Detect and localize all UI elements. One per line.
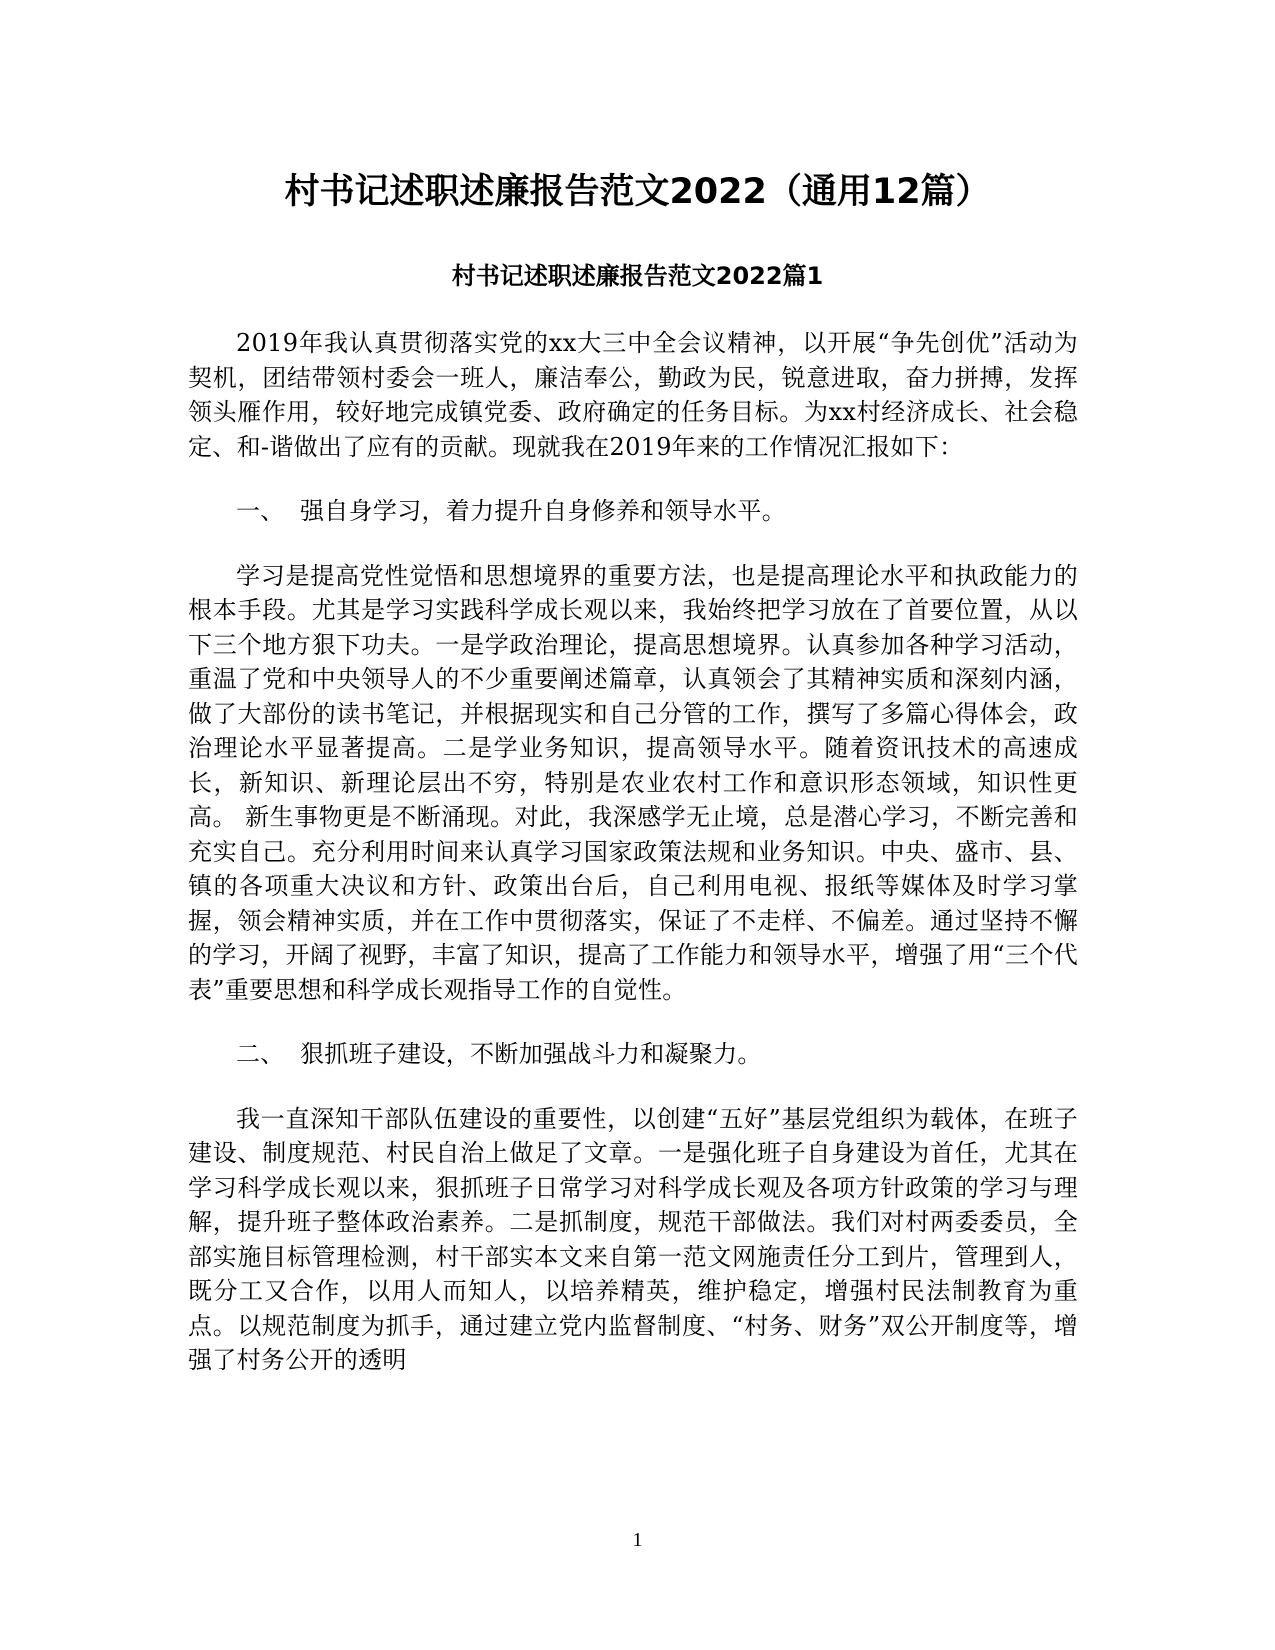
document-title: 村书记述职述廉报告范文2022（通用12篇） bbox=[284, 172, 991, 212]
heading-text: 狠抓班子建设，不断加强战斗力和凝聚力。 bbox=[300, 1040, 762, 1068]
section-title: 村书记述职述廉报告范文2022篇1 bbox=[451, 262, 824, 290]
document-body bbox=[188, 326, 1078, 1408]
paragraph-team-building: 我一直深知干部队伍建设的重要性，以创建“五好”基层党组织为载体，在班子建设、制度规范、村民自治上做足了文章。一是强化班子自身建设为首任，尤其在学习科学成长观以来，狠抓班子日常学习对科学成长观及各项方针政策的学习与理解，提升班子整体政治素养。二是抓制度，规范干部做法。我们对村两委委员，全部实施目标管理检测，村干部实本文来自第一范文网施责任分工到片，管理到人，既分工又合作，以用人而知人，以培养精英，维护稳定，增强村民法制教育为重点。以规范制度为抓手，通过建立党内监督制度、“村务、财务”双公开制度等，增强了村务公开的透明 bbox=[188, 1104, 1078, 1374]
paragraph-study: 学习是提高党性觉悟和思想境界的重要方法，也是提高理论水平和执政能力的根本手段。尤其是学习实践科学成长观以来，我始终把学习放在了首要位置，从以下三个地方狠下功夫。一是学政治理论，提高思想境界。认真参加各种学习活动，重温了党和中央领导人的不少重要阐述篇章，认真领会了其精神实质和深刻内涵，做了大部份的读书笔记，并根据现实和自己分管的工作，撰写了多篇心得体会，政治理论水平显著提高。二是学业务知识，提高领导水平。随着资讯技术的高速成长，新知识、新理论层出不穷，特别是农业农村工作和意识形态领域，知识性更高。 新生事物更是不断涌现。对此，我深感学无止境，总是潜心学习，不断完善和充实自己。充分利用时间来认真学习国家政策法规和业务知识。中央、盛市、县、镇的各项重大决议和方针、政策出台后，自己利用电视、报纸等媒体及时学习掌握，领会精神实质，并在工作中贯彻落实，保证了不走样、不偏差。通过坚持不懈的学习，开阔了视野，丰富了知识，提高了工作能力和领导水平，增强了用“三个代表”重要思想和科学成长观指导工作的自觉性。 bbox=[188, 561, 1078, 1004]
heading-number: 一、 bbox=[236, 497, 285, 525]
heading-text: 强自身学习，着力提升自身修养和领导水平。 bbox=[300, 497, 786, 525]
section-heading-1 bbox=[188, 494, 1078, 529]
heading-number: 二、 bbox=[236, 1040, 285, 1068]
page-number: 1 bbox=[632, 1529, 643, 1551]
paragraph-intro: 2019年我认真贯彻落实党的xx大三中全会议精神，以开展“争先创优”活动为契机，团结带领村委会一班人，廉洁奉公，勤政为民，锐意进取，奋力拼搏，发挥领头雁作用，较好地完成镇党委、政府确定的任务目标。为xx村经济成长、社会稳定、和-谐做出了应有的贡献。现就我在2019年来的工作情况汇报如下： bbox=[188, 329, 1078, 461]
section-heading-2 bbox=[188, 1037, 1078, 1072]
